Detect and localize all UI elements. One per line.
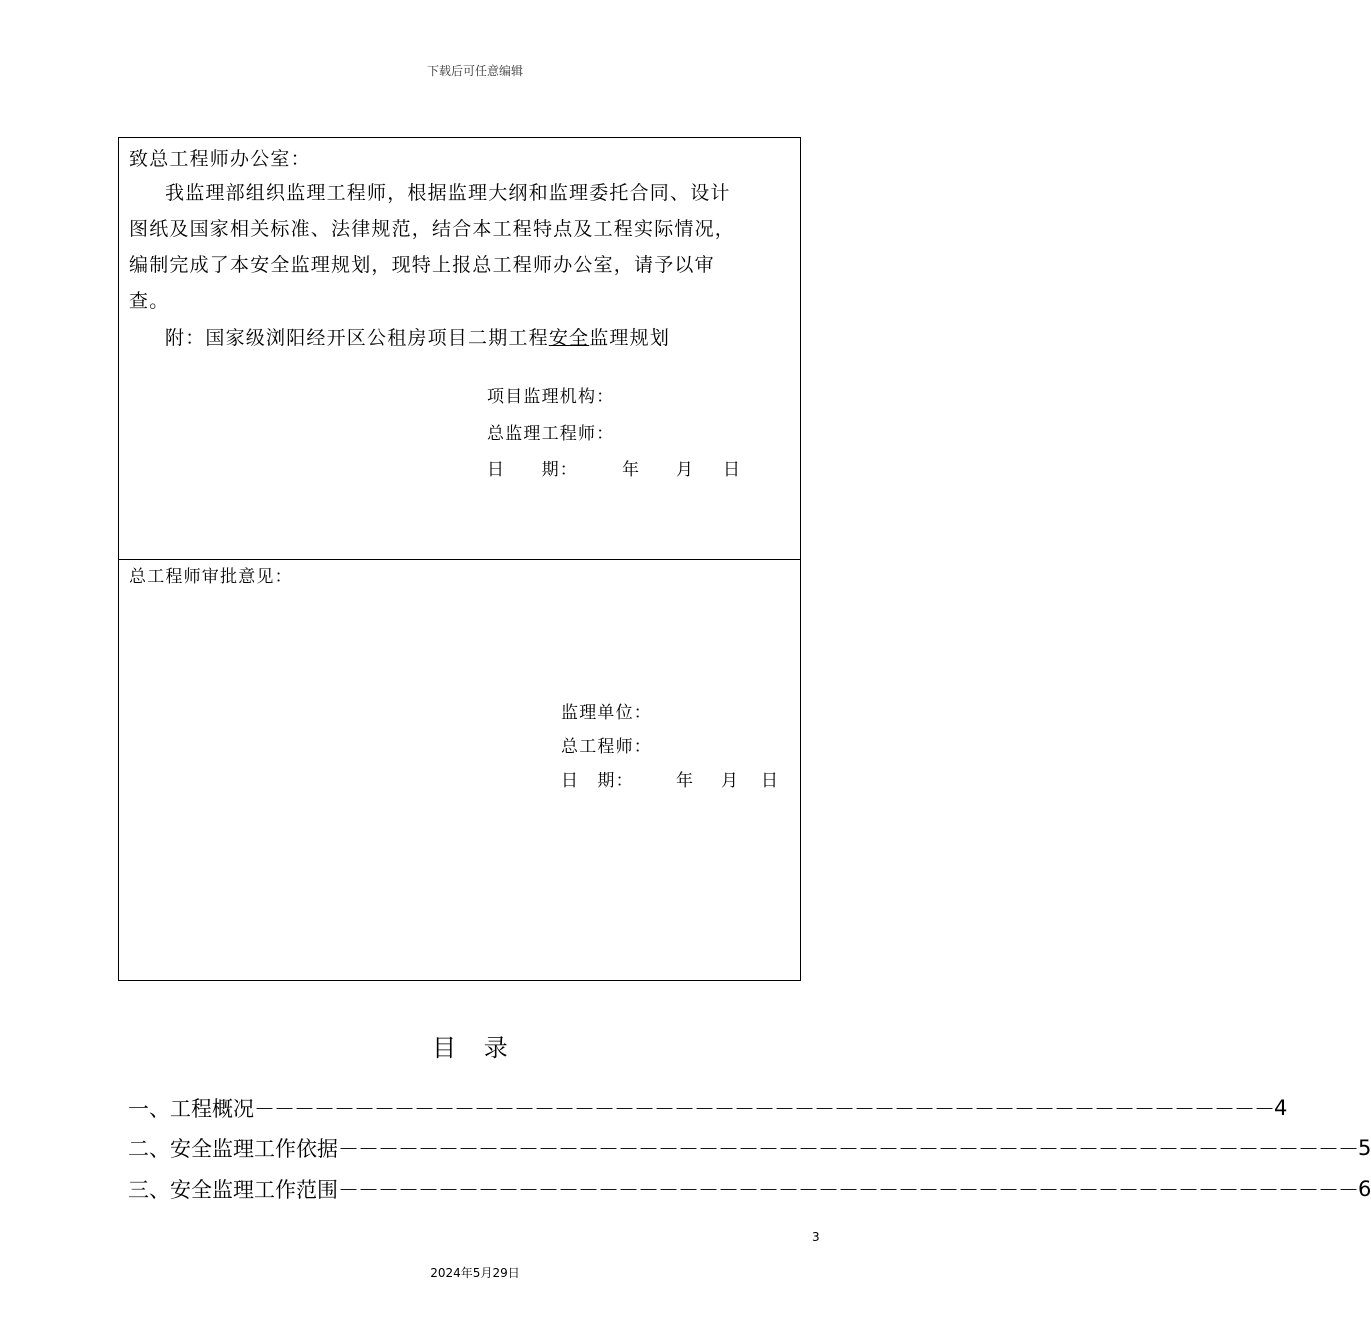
- toc-leader: －－－－－－－－－－－－－－－－－－－－－－－－－－－－－－－－－－－－－－－－－－－－－－－－－－－: [338, 1137, 1358, 1161]
- submission-date-label: 日 期：: [487, 460, 578, 480]
- attachment-prefix: 附：国家级浏阳经开区公租房项目二期工程: [165, 327, 549, 349]
- body-line-1: 我监理部组织监理工程师，根据监理大纲和监理委托合同、设计: [165, 182, 731, 204]
- approval-day: 日: [761, 771, 780, 791]
- submission-day: 日: [723, 460, 742, 480]
- toc-item-label: 二、安全监理工作依据: [128, 1137, 338, 1161]
- attachment-underlined: 安全: [548, 327, 590, 349]
- toc-item-label: 三、安全监理工作范围: [128, 1178, 338, 1202]
- attachment-line: [165, 323, 830, 350]
- toc-item-label: 一、工程概况: [128, 1097, 254, 1121]
- toc-leader: －－－－－－－－－－－－－－－－－－－－－－－－－－－－－－－－－－－－－－－－－－－－－－－－－－－: [338, 1178, 1358, 1202]
- submission-year: 年: [622, 460, 641, 480]
- chief-label: 总监理工程师：: [487, 424, 615, 444]
- unit-label: 监理单位：: [561, 703, 652, 723]
- header-note: 下载后可任意编辑: [426, 64, 523, 78]
- toc-leader: －－－－－－－－－－－－－－－－－－－－－－－－－－－－－－－－－－－－－－－－－－－－－－－－－－－: [254, 1097, 1274, 1121]
- toc-item[interactable]: [128, 1174, 1371, 1204]
- toc-item[interactable]: [128, 1093, 1288, 1123]
- approval-month: 月: [721, 771, 740, 791]
- submission-month: 月: [676, 460, 695, 480]
- toc-item-page: 4: [1274, 1096, 1288, 1120]
- toc-item[interactable]: [128, 1133, 1371, 1163]
- footer-date: 2024年5月29日: [430, 1266, 520, 1280]
- salutation: 致总工程师办公室：: [129, 148, 311, 170]
- body-line-2: 图纸及国家相关标准、法律规范，结合本工程特点及工程实际情况，: [129, 218, 736, 240]
- page-number: 3: [812, 1230, 820, 1244]
- body-line-3: 编制完成了本安全监理规划，现特上报总工程师办公室，请予以审: [129, 254, 715, 276]
- approval-title: 总工程师审批意见：: [129, 567, 293, 587]
- engineer-label: 总工程师：: [561, 737, 652, 757]
- approval-box: [118, 559, 801, 981]
- submission-box: [118, 137, 801, 560]
- toc-title: 目 录: [432, 1034, 518, 1062]
- body-line-4: 查。: [129, 290, 170, 312]
- org-label: 项目监理机构：: [487, 387, 615, 407]
- toc-item-page: 5: [1358, 1136, 1371, 1160]
- attachment-suffix: 监理规划: [589, 327, 671, 349]
- approval-year: 年: [676, 771, 695, 791]
- toc-item-page: 6: [1358, 1177, 1371, 1201]
- approval-date-label: 日 期：: [561, 771, 634, 791]
